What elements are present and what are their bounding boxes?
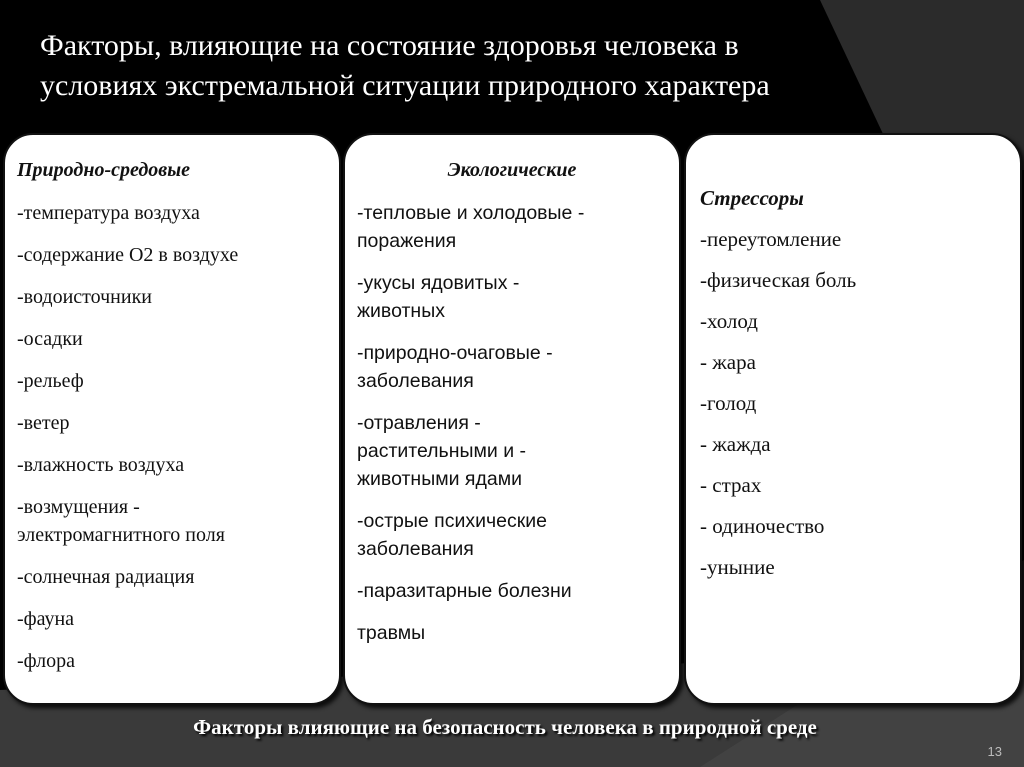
list-item: -переутомление — [700, 227, 842, 251]
list-item: - жажда — [700, 432, 771, 456]
list-item: -фауна — [17, 608, 75, 630]
list-item: -водоисточники — [17, 286, 152, 308]
column-stressors — [684, 133, 1022, 705]
list-item: - жара — [700, 350, 756, 374]
column-ecological — [343, 133, 681, 705]
title-line-2: условиях экстремальной ситуации природного характера — [40, 69, 770, 102]
slide-title — [40, 26, 770, 106]
list-item: -голод — [700, 391, 757, 415]
list-item: -холод — [700, 309, 758, 333]
list-item: -солнечная радиация — [17, 566, 195, 588]
title-line-1: Факторы, влияющие на состояние здоровья человека в — [40, 29, 739, 62]
list-item: -флора — [17, 650, 75, 672]
list-item: -физическая боль — [700, 268, 857, 292]
list-item: -уныние — [700, 555, 775, 579]
list-item: травмы — [357, 622, 426, 644]
list-item: -рельеф — [17, 370, 84, 392]
list-item: -ветер — [17, 412, 70, 434]
list-item: -содержание О2 в воздухе — [17, 244, 239, 266]
list-item: -укусы ядовитых - животных — [357, 272, 520, 322]
column-heading: Стрессоры — [700, 186, 804, 210]
list-item: - одиночество — [700, 514, 825, 538]
column-heading: Экологические — [447, 159, 577, 181]
list-item: -влажность воздуха — [17, 454, 185, 476]
list-item: -возмущения - электромагнитного поля — [17, 496, 225, 546]
list-item: -отравления - растительными и - животными ядами — [357, 412, 527, 490]
list-item: -паразитарные болезни — [357, 580, 572, 602]
list-item: - страх — [700, 473, 762, 497]
slide-caption: Факторы влияющие на безопасность человека в природной среде — [193, 715, 817, 739]
column-heading: Природно-средовые — [17, 159, 190, 181]
list-item: -острые психические заболевания — [357, 510, 548, 560]
list-item: -природно-очаговые - заболевания — [357, 342, 553, 392]
column-natural-environment — [3, 133, 341, 705]
page-number: 13 — [987, 744, 1002, 759]
list-item: -тепловые и холодовые - поражения — [357, 202, 585, 252]
list-item: -температура воздуха — [17, 202, 200, 224]
list-item: -осадки — [17, 328, 83, 350]
